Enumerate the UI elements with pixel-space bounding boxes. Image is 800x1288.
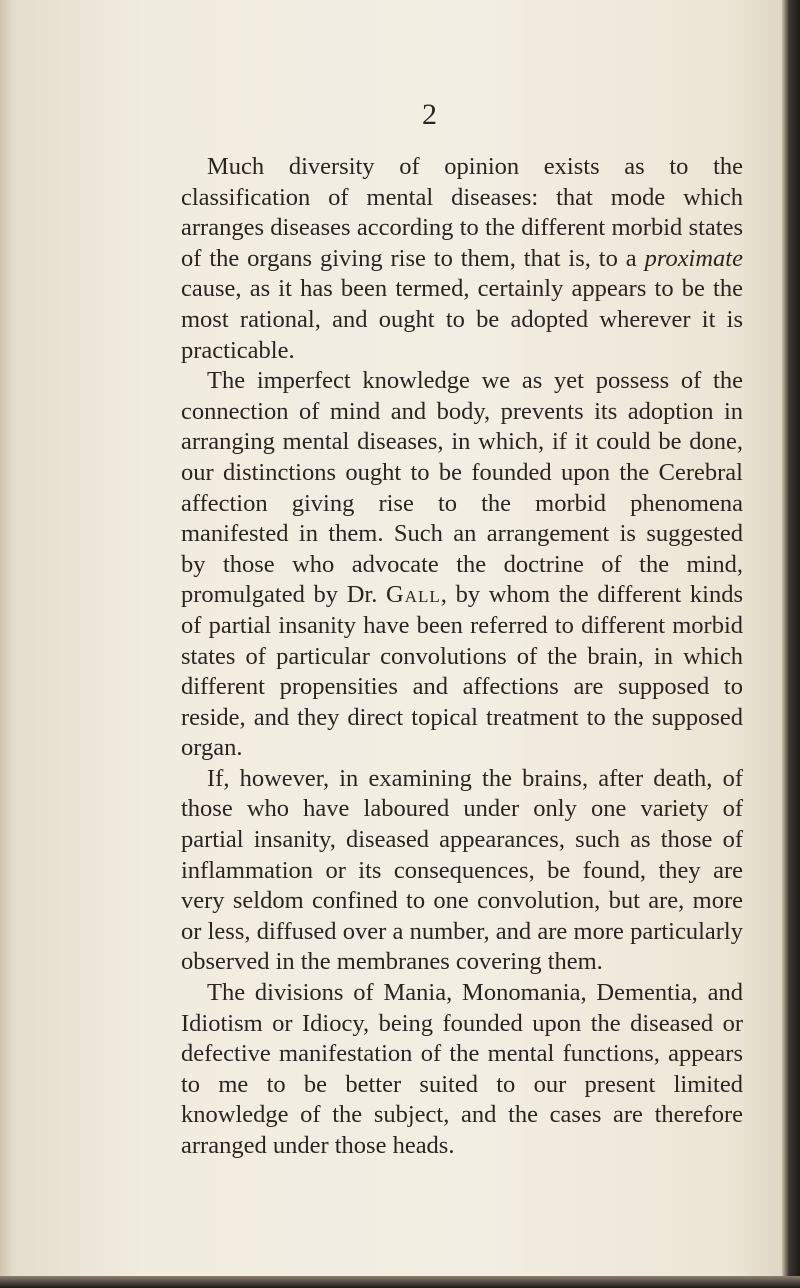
page-left-edge: [0, 0, 14, 1288]
paragraph-4: The divisions of Mania, Monomania, Dementia, and Idiotism or Idiocy, being founded upon the diseased or defective manifestation of the mental functions, appears to me to be better suited to our present limited knowledge of the subject, and the cases are therefore arranged under those heads.: [181, 979, 743, 1159]
page-bottom-edge: [0, 1276, 800, 1288]
italic-term: proximate: [644, 244, 743, 272]
body-text: [181, 152, 743, 1162]
author-name: Gall: [386, 581, 441, 609]
page-right-edge: [782, 0, 800, 1288]
paragraph-2: The imperfect knowledge we as yet possess of the connection of mind and body, prevents its adoption in arranging mental diseases, in which, if it could be done, our distinctions ought to be founded upon the Cerebral affection giving rise to the morbid phenomena manifested in them. Such an arrangement is suggested by those who advocate the doctrine of the mind, promulgated by Dr. Gall, by whom the different kinds of partial insanity have been referred to different morbid states of particular convolutions of the brain, in which different propensities and affections are supposed to reside, and they direct topical treatment to the supposed organ.: [181, 367, 743, 762]
paragraph-1: Much diversity of opinion exists as to the classification of mental diseases: that mode which arranges diseases according to the different morbid states of the organs giving rise to them, that is, to a proximate cause, as it has been termed, certainly appears to be the most rational, and ought to be adopted wherever it is practicable.: [181, 153, 743, 364]
page-number: 2: [422, 98, 437, 131]
paragraph-3: If, however, in examining the brains, after death, of those who have laboured under only one variety of partial insanity, diseased appearances, such as those of inflammation or its consequences, be found, they are very seldom confined to one convolution, but are, more or less, diffused over a number, and are more particularly observed in the membranes covering them.: [181, 764, 743, 976]
